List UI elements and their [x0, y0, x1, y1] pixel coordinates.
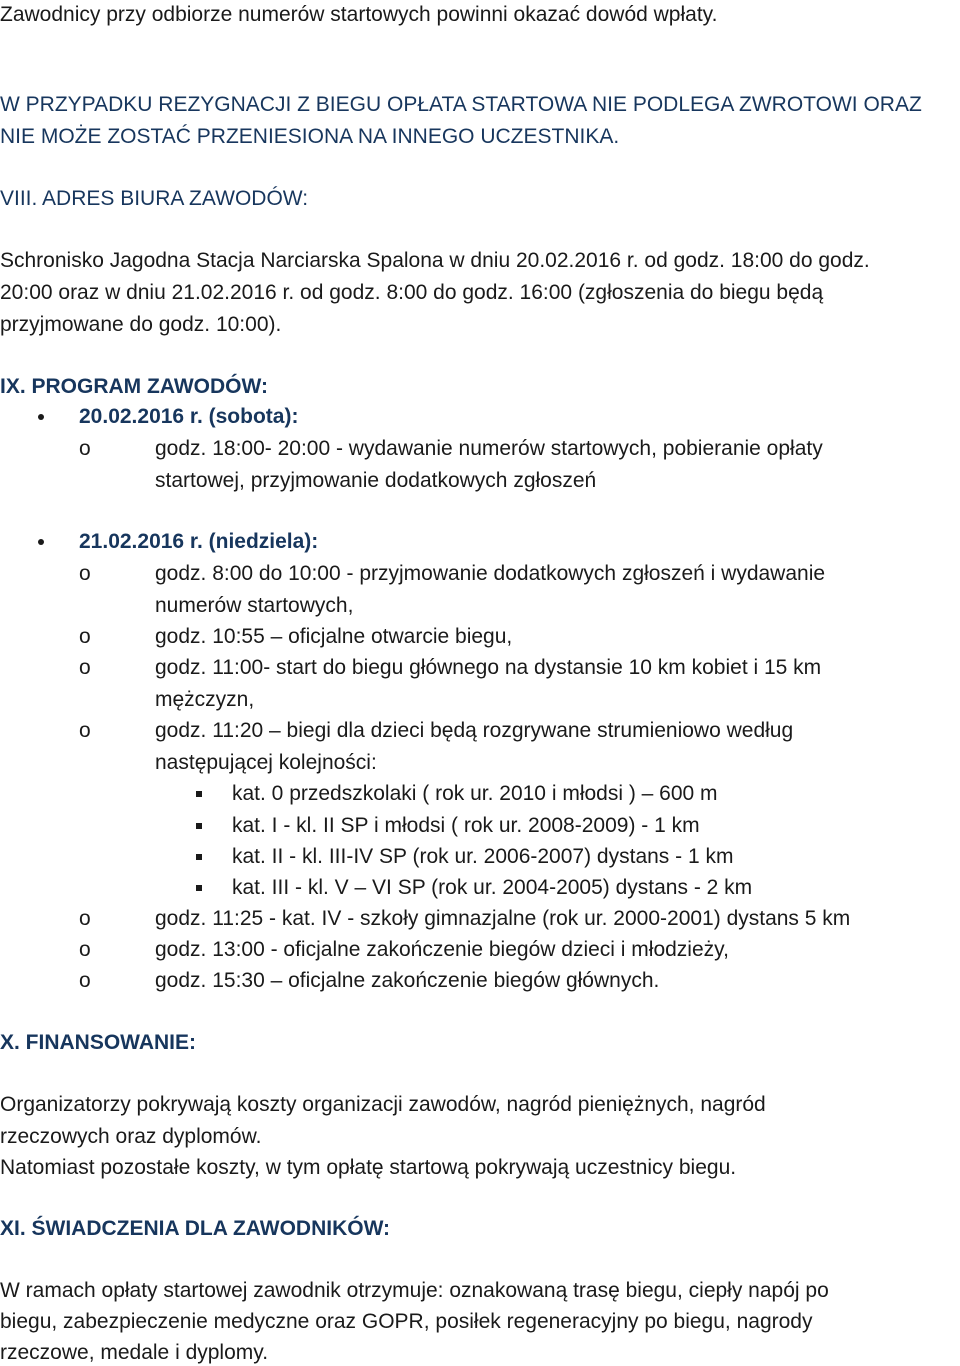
day-1-label: 20.02.2016 r. (sobota):: [79, 405, 299, 428]
category-item: kat. I - kl. II SP i młodsi ( rok ur. 2008-2009) - 1 km: [232, 814, 700, 837]
warning-line-1: W PRZYPADKU REZYGNACJI Z BIEGU OPŁATA STARTOWA NIE PODLEGA ZWROTOWI ORAZ: [0, 93, 922, 116]
category-item: kat. 0 przedszkolaki ( rok ur. 2010 i młodsi ) – 600 m: [232, 782, 718, 805]
section-10-line: rzeczowych oraz dyplomów.: [0, 1125, 262, 1148]
section-10-line: Natomiast pozostałe koszty, w tym opłatę startową pokrywają uczestnicy biegu.: [0, 1156, 737, 1179]
list-marker-icon: o: [79, 437, 91, 460]
section-10-line: Organizatorzy pokrywają koszty organizacji zawodów, nagród pieniężnych, nagród: [0, 1093, 766, 1116]
schedule-item-cont: następującej kolejności:: [155, 751, 377, 774]
bullet-icon: [38, 414, 44, 420]
schedule-item: godz. 13:00 - oficjalne zakończenie biegów dzieci i młodzieży,: [155, 938, 729, 961]
section-10-heading: X. FINANSOWANIE:: [0, 1031, 197, 1054]
schedule-item: godz. 18:00- 20:00 - wydawanie numerów startowych, pobieranie opłaty: [155, 437, 823, 460]
section-11-heading: XI. ŚWIADCZENIA DLA ZAWODNIKÓW:: [0, 1217, 391, 1240]
section-8-line: Schronisko Jagodna Stacja Narciarska Spalona w dniu 20.02.2016 r. od godz. 18:00 do godz.: [0, 249, 870, 272]
list-marker-icon: o: [79, 656, 91, 679]
section-9-heading: IX. PROGRAM ZAWODÓW:: [0, 375, 268, 398]
square-bullet-icon: [196, 885, 202, 891]
section-11-line: biegu, zabezpieczenie medyczne oraz GOPR, posiłek regeneracyjny po biegu, nagrody: [0, 1310, 813, 1333]
warning-line-2: NIE MOŻE ZOSTAĆ PRZENIESIONA NA INNEGO UCZESTNIKA.: [0, 125, 620, 148]
schedule-item: godz. 11:00- start do biegu głównego na dystansie 10 km kobiet i 15 km: [155, 656, 822, 679]
bullet-icon: [38, 539, 44, 545]
list-marker-icon: o: [79, 719, 91, 742]
square-bullet-icon: [196, 854, 202, 860]
list-marker-icon: o: [79, 938, 91, 961]
schedule-item: godz. 10:55 – oficjalne otwarcie biegu,: [155, 625, 513, 648]
section-11-line: W ramach opłaty startowej zawodnik otrzymuje: oznakowaną trasę biegu, ciepły napój po: [0, 1279, 829, 1302]
square-bullet-icon: [196, 791, 202, 797]
section-8-heading: VIII. ADRES BIURA ZAWODÓW:: [0, 187, 309, 210]
list-marker-icon: o: [79, 625, 91, 648]
schedule-item-cont: numerów startowych,: [155, 594, 354, 617]
schedule-item-cont: mężczyzn,: [155, 688, 255, 711]
category-item: kat. II - kl. III-IV SP (rok ur. 2006-2007) dystans - 1 km: [232, 845, 734, 868]
schedule-item-cont: startowej, przyjmowanie dodatkowych zgłoszeń: [155, 469, 597, 492]
intro-text: Zawodnicy przy odbiorze numerów startowych powinni okazać dowód wpłaty.: [0, 3, 718, 26]
schedule-item: godz. 8:00 do 10:00 - przyjmowanie dodatkowych zgłoszeń i wydawanie: [155, 562, 826, 585]
category-item: kat. III - kl. V – VI SP (rok ur. 2004-2005) dystans - 2 km: [232, 876, 753, 899]
list-marker-icon: o: [79, 969, 91, 992]
day-2-label: 21.02.2016 r. (niedziela):: [79, 530, 319, 553]
square-bullet-icon: [196, 823, 202, 829]
section-11-line: rzeczowe, medale i dyplomy.: [0, 1341, 269, 1364]
section-8-line: 20:00 oraz w dniu 21.02.2016 r. od godz. 8:00 do godz. 16:00 (zgłoszenia do biegu będą: [0, 281, 824, 304]
schedule-item: godz. 15:30 – oficjalne zakończenie biegów głównych.: [155, 969, 660, 992]
section-8-line: przyjmowane do godz. 10:00).: [0, 313, 282, 336]
schedule-item: godz. 11:25 - kat. IV - szkoły gimnazjalne (rok ur. 2000-2001) dystans 5 km: [155, 907, 851, 930]
schedule-item: godz. 11:20 – biegi dla dzieci będą rozgrywane strumieniowo według: [155, 719, 794, 742]
list-marker-icon: o: [79, 562, 91, 585]
list-marker-icon: o: [79, 907, 91, 930]
